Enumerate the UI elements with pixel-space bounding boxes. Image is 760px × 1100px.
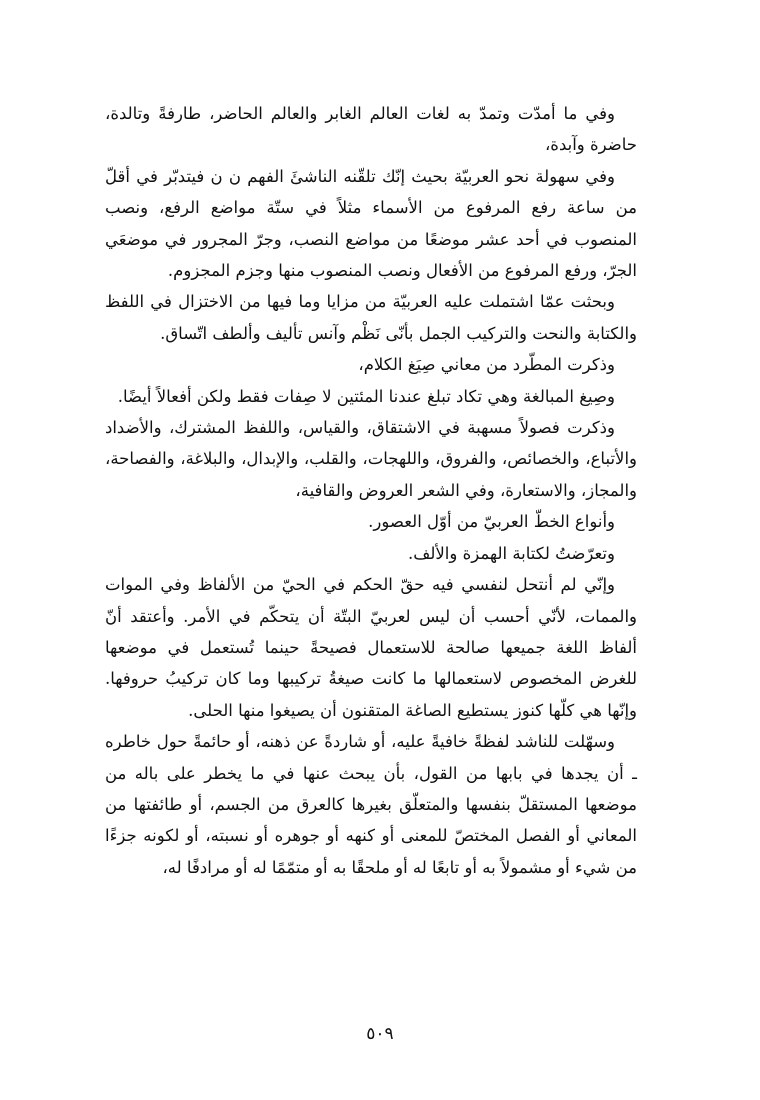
paragraph-10: وسهّلت للناشد لفظةً خافيةً عليه، أو شاردةً عن ذهنه، أو حائمةً حول خاطره ـ أن يجدها في بابها من القول، بأن يبحث عنها في ما يخطر على باله من موضعها المستقلّ بنفسها والمتعلّق بغيرها كالعرق من الجسم، أو طائفتها من المعاني أو الفصل المختصّ للمعنى أو كنهه أو جوهره أو نسبته، أو لكونه جزءًا من شيء أو مشمولاً به أو تابعًا له أو ملحقًا به أو متمّمًا له أو مرادفًا له،: [105, 732, 637, 877]
paragraph-4: وذكرت المطّرد من معاني صِيَغ الكلام،: [358, 355, 615, 375]
paragraph-9: وإنّي لم أنتحل لنفسي فيه حقّ الحكم في الحيّ من الألفاظ وفي الموات والممات، لأنّي أحسب أن ليس لعربيّ البتّة أن يتحكّم في الأمر. وأعتقد أنّ ألفاظ اللغة جميعها صالحة للاستعمال فصيحةً حينما تُستعمل في موضعها للغرض المخصوص لاستعمالها ما كانت صيغةُ تركيبها وما كان تركيبُ حروفها. وإنّها هي كلّها كنوز يستطيع الصاغة المتقنون أن يصيغوا منها الحلى.: [105, 575, 637, 720]
body-text: [105, 98, 637, 883]
page-number: ٥٠٩: [366, 1024, 394, 1044]
paragraph-8: وتعرّضتُ لكتابة الهمزة والألف.: [408, 543, 615, 563]
paragraph-6: وذكرت فصولاً مسهبة في الاشتقاق، والقياس، واللفظ المشترك، والأضداد والأتباع، والخصائص، والفروق، واللهجات، والقلب، والإبدال، والبلاغة، والفصاحة، والمجاز، والاستعارة، وفي الشعر العروض والقافية،: [105, 418, 637, 500]
paragraph-1: وفي ما أمدّت وتمدّ به لغات العالم الغابر والعالم الحاضر، طارفةً وتالدة، حاضرة وآبدة،: [105, 104, 637, 155]
paragraph-7: وأنواع الخطّ العربيّ من أوّل العصور.: [368, 512, 615, 532]
paragraph-2: وفي سهولة نحو العربيّة بحيث إنّك تلقّنه الناشئَ الفهم ن ن فيتدبّر في أقلّ من ساعة رفع المرفوع من الأسماء مثلاً في ستّة مواضع الرفع، ونصب المنصوب في أحد عشر موضعًا من مواضع النصب، وجرّ المجرور في موضعَي الجرّ، ورفع المرفوع من الأفعال ونصب المنصوب منها وجزم المجزوم.: [105, 166, 637, 281]
paragraph-3: وبحثت عمّا اشتملت عليه العربيّة من مزايا وما فيها من الاختزال في اللفظ والكتابة والنحت والتركيب الجمل بأنّى نَظْم وآنس تأليف وألطف اتّساق.: [105, 292, 637, 343]
paragraph-5: وصِيغ المبالغة وهي تكاد تبلغ عندنا المئتين لا صِفات فقط ولكن أفعالاً أيضًا.: [117, 386, 615, 406]
